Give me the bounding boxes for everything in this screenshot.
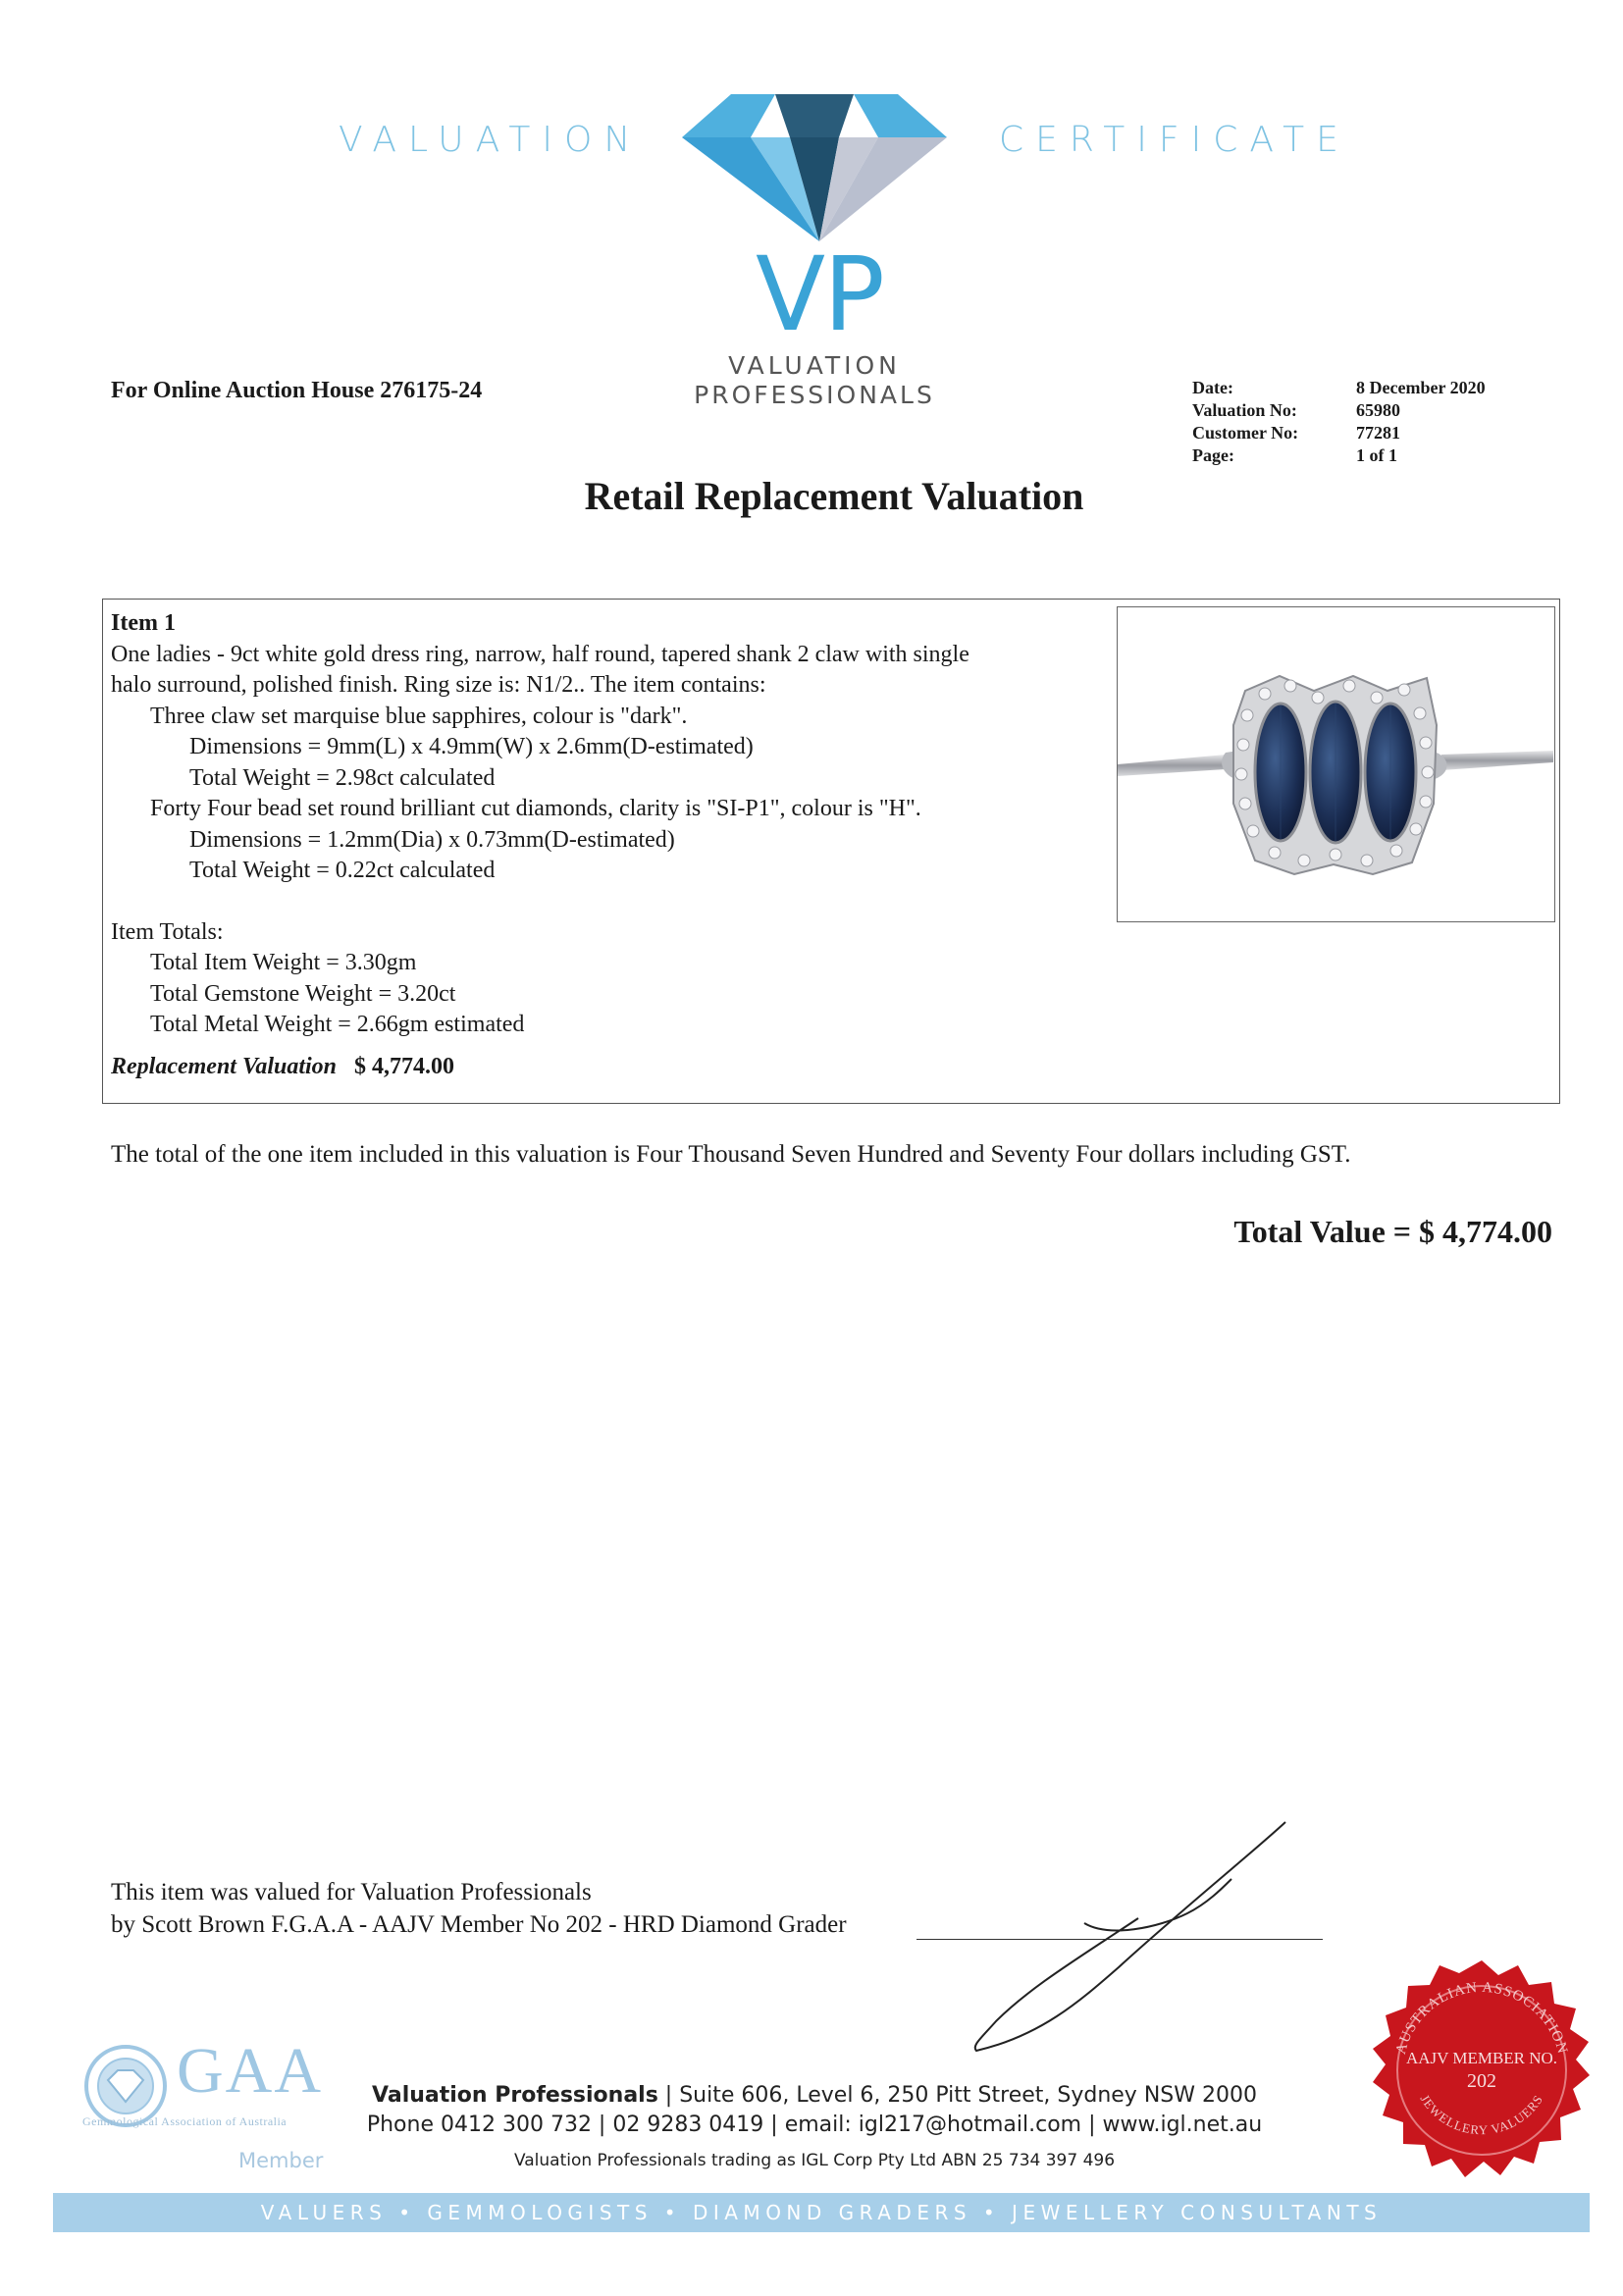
meta-page-label: Page: xyxy=(1192,445,1234,465)
total-item-weight: Total Item Weight = 3.30gm xyxy=(150,950,417,975)
diamond-line: Forty Four bead set round brilliant cut diamonds, clarity is "SI-P1", colour is "H". xyxy=(150,796,921,821)
footer-address xyxy=(294,2083,1335,2108)
gaa-logo-text: GAA xyxy=(177,2035,323,2107)
total-gemstone-weight: Total Gemstone Weight = 3.20ct xyxy=(150,980,456,1007)
vp-logo-letters: VP xyxy=(756,235,883,354)
seal-arc-bottom: JEWELLERY VALUERS xyxy=(1417,2092,1546,2138)
item-description xyxy=(111,608,1112,1082)
meta-valuation-value: 65980 xyxy=(1356,400,1400,420)
meta-valuation-label: Valuation No: xyxy=(1192,400,1297,420)
meta-page-row xyxy=(1192,444,1486,467)
item-desc-line1: One ladies - 9ct white gold dress ring, narrow, half round, tapered shank 2 claw with single xyxy=(111,641,969,667)
footer-street: | Suite 606, Level 6, 250 Pitt Street, Sydney NSW 2000 xyxy=(657,2083,1257,2108)
meta-date-label: Date: xyxy=(1192,378,1233,397)
sapphire-ring-icon xyxy=(1118,607,1553,920)
seal-number: 202 xyxy=(1467,2070,1496,2092)
meta-customer-label: Customer No: xyxy=(1192,423,1299,443)
summary-statement: The total of the one item included in this valuation is Four Thousand Seven Hundred and Seventy Four dollars including GST. xyxy=(111,1141,1351,1168)
valuer-line1: This item was valued for Valuation Professionals xyxy=(111,1879,592,1905)
valuer-statement xyxy=(111,1876,847,1941)
item-totals-heading: Item Totals: xyxy=(111,918,224,945)
meta-page-value: 1 of 1 xyxy=(1356,445,1397,465)
seal-member-text: AAJV MEMBER NO. xyxy=(1405,2049,1558,2067)
total-value: Total Value = $ 4,774.00 xyxy=(1233,1214,1552,1249)
total-metal-weight: Total Metal Weight = 2.66gm estimated xyxy=(150,1012,525,1037)
item-heading: Item 1 xyxy=(111,610,176,636)
valuation-meta xyxy=(1192,377,1486,467)
ring-photo xyxy=(1117,606,1555,922)
client-line: For Online Auction House 276175-24 xyxy=(111,378,483,403)
item-desc-line2: halo surround, polished finish. Ring size is: N1/2.. The item contains: xyxy=(111,672,766,698)
footer-trading: Valuation Professionals trading as IGL Corp Pty Ltd ABN 25 734 397 496 xyxy=(513,2151,1116,2170)
meta-date-value: 8 December 2020 xyxy=(1356,378,1486,397)
replacement-label: Replacement Valuation xyxy=(111,1053,338,1079)
valuer-line2: by Scott Brown F.G.A.A - AAJV Member No 202 - HRD Diamond Grader xyxy=(111,1911,847,1938)
meta-customer-row xyxy=(1192,422,1486,444)
meta-customer-value: 77281 xyxy=(1356,423,1400,443)
sapphire-weight: Total Weight = 2.98ct calculated xyxy=(189,764,496,791)
diamond-weight: Total Weight = 0.22ct calculated xyxy=(189,858,496,883)
document-title: Retail Replacement Valuation xyxy=(584,474,1084,518)
meta-valuation-row xyxy=(1192,399,1486,422)
footer-band-text: VALUERS • GEMMOLOGISTS • DIAMOND GRADERS • JEWELLERY CONSULTANTS xyxy=(260,2201,1383,2224)
aajv-seal-icon xyxy=(1369,1957,1595,2183)
seal-arc-top: AUSTRALIAN ASSOCIATION xyxy=(1392,1979,1571,2057)
signature-mark-icon xyxy=(962,1820,1300,2056)
diamond-dimensions: Dimensions = 1.2mm(Dia) x 0.73mm(D-estimated) xyxy=(189,826,675,853)
vp-diamond-logo-icon xyxy=(682,86,947,243)
sapphire-dimensions: Dimensions = 9mm(L) x 4.9mm(W) x 2.6mm(D-estimated) xyxy=(189,734,754,759)
footer-company: Valuation Professionals xyxy=(372,2083,658,2108)
replacement-value: $ 4,774.00 xyxy=(354,1053,455,1079)
sapphire-line: Three claw set marquise blue sapphires, colour is "dark". xyxy=(150,703,688,729)
logo-line-valuation: VALUATION xyxy=(728,351,901,380)
header-valuation-word: VALUATION xyxy=(339,120,643,160)
gaa-member-label: Member xyxy=(238,2149,324,2172)
footer-contacts: Phone 0412 300 732 | 02 9283 0419 | email: igl217@hotmail.com | www.igl.net.au xyxy=(366,2113,1263,2137)
spacer xyxy=(111,887,1112,917)
meta-date-row xyxy=(1192,377,1486,399)
header-certificate-word: CERTIFICATE xyxy=(999,120,1350,160)
gaa-subtitle: Gemmological Association of Australia xyxy=(82,2114,288,2128)
logo-line-professionals: PROFESSIONALS xyxy=(694,381,935,409)
replacement-valuation xyxy=(111,1052,1112,1083)
